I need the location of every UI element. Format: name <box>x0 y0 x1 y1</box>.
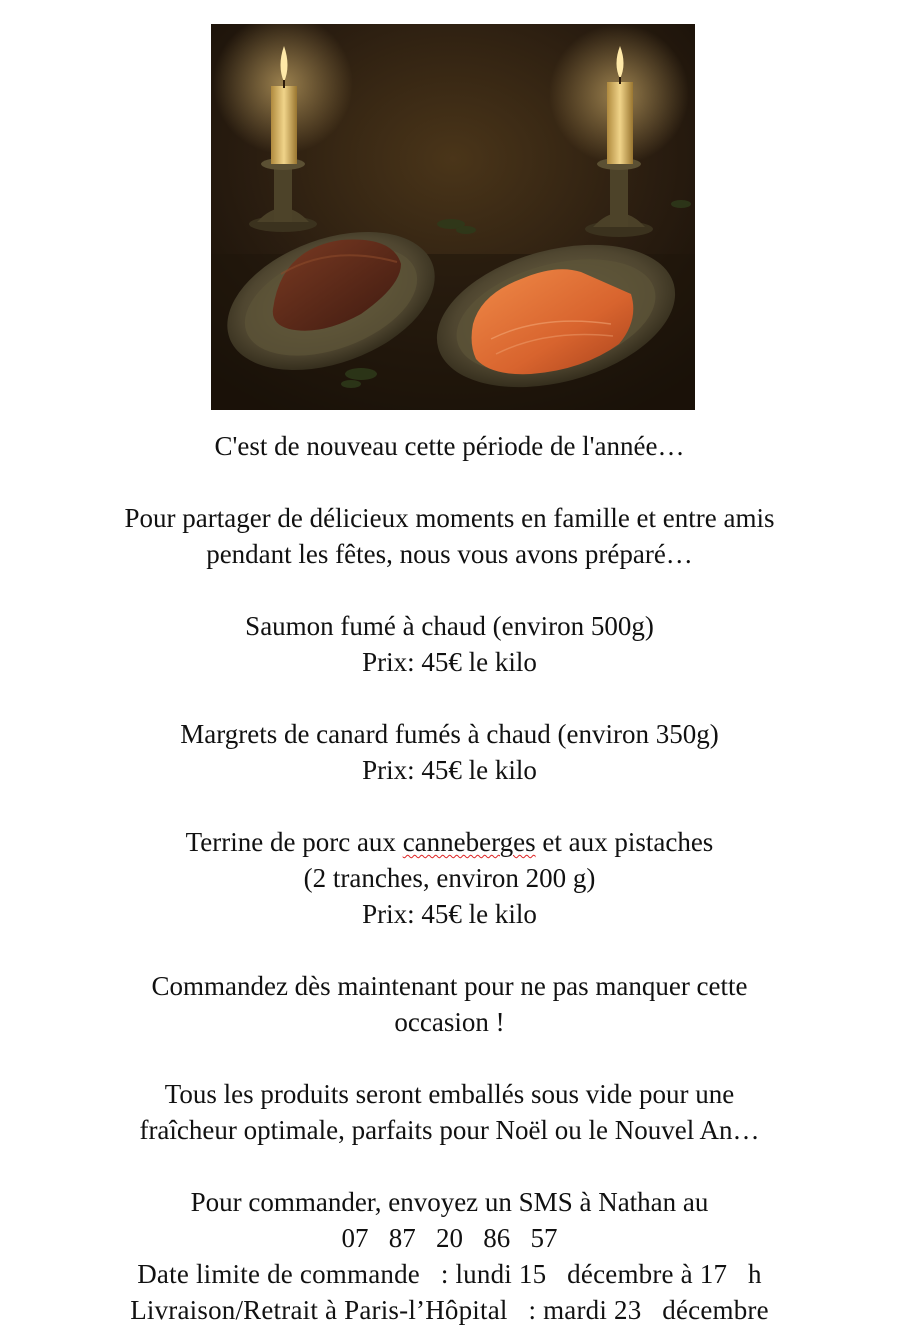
cta-line-1: Commandez dès maintenant pour ne pas manquer cette <box>151 971 748 1001</box>
packaging-line-2: fraîcheur optimale, parfaits pour Noël ou le Nouvel An… <box>139 1115 760 1145</box>
cta-line-2: occasion ! <box>394 1007 505 1037</box>
product-terrine-price: Prix: 45€ le kilo <box>362 899 537 929</box>
flyer-text <box>0 428 899 1328</box>
product-salmon-name: Saumon fumé à chaud (environ 500g) <box>245 611 654 641</box>
terrine-name-end: et aux pistaches <box>535 827 714 857</box>
product-duck-name: Margrets de canard fumés à chaud (environ 350g) <box>180 719 719 749</box>
order-deadline: Date limite de commande : lundi 15 décembre à 17 h <box>137 1259 762 1289</box>
packaging-line-1: Tous les produits seront emballés sous vide pour une <box>164 1079 735 1109</box>
product-terrine-detail: (2 tranches, environ 200 g) <box>303 863 596 893</box>
delivery-info: Livraison/Retrait à Paris-l’Hôpital : mardi 23 décembre <box>130 1295 769 1325</box>
product-terrine-name <box>0 824 899 860</box>
misspelled-word: canneberges <box>402 827 536 857</box>
phone-number: 07 87 20 86 57 <box>341 1223 558 1253</box>
still-life-image <box>211 24 695 410</box>
intro-paragraph-line-2: pendant les fêtes, nous vous avons préparé… <box>206 539 693 569</box>
product-duck-price: Prix: 45€ le kilo <box>362 755 537 785</box>
product-salmon-price: Prix: 45€ le kilo <box>362 647 537 677</box>
intro-line: C'est de nouveau cette période de l'année… <box>214 431 685 461</box>
intro-paragraph-line-1: Pour partager de délicieux moments en famille et entre amis <box>124 503 775 533</box>
still-life-illustration <box>211 24 695 410</box>
terrine-name-start: Terrine de porc aux <box>185 827 403 857</box>
order-instruction: Pour commander, envoyez un SMS à Nathan au <box>190 1187 709 1217</box>
